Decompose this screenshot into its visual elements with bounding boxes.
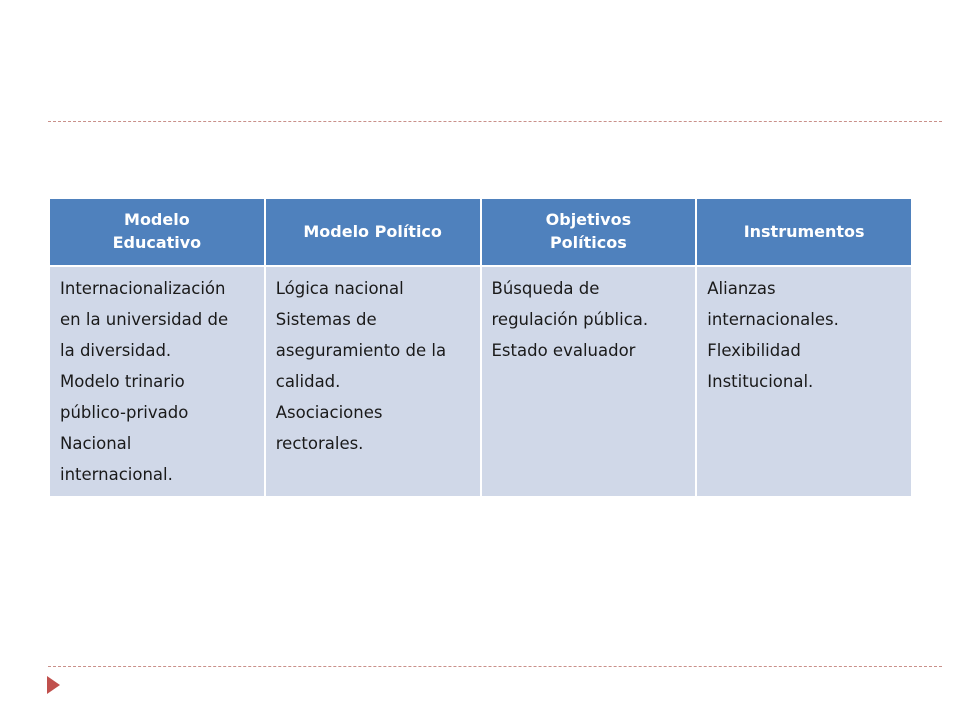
cell-line: calidad. — [275, 372, 341, 391]
cell-line: Internacionalización — [60, 279, 226, 298]
header-objetivos-politicos — [481, 198, 697, 266]
cell-modelo-educativo — [49, 266, 265, 497]
cell-line: en la universidad de — [60, 310, 229, 329]
header-modelo-educativo — [49, 198, 265, 266]
cell-line: Estado evaluador — [491, 341, 636, 360]
cell-line: regulación pública. — [491, 310, 649, 329]
bottom-divider — [48, 666, 942, 667]
header-line: Objetivos — [545, 210, 632, 229]
cell-line: público-privado — [60, 403, 189, 422]
cell-line: Institucional. — [707, 372, 814, 391]
cell-line: Búsqueda de — [491, 279, 600, 298]
cell-line: la diversidad. — [60, 341, 172, 360]
header-line: Modelo Político — [303, 221, 442, 241]
play-arrow-icon — [47, 676, 60, 694]
cell-line: Modelo trinario — [60, 372, 185, 391]
cell-objetivos-politicos — [481, 266, 697, 497]
top-divider — [48, 121, 942, 122]
cell-line: Flexibilidad — [707, 341, 801, 360]
cell-modelo-politico — [265, 266, 481, 497]
header-line: Políticos — [549, 233, 627, 252]
cell-line: internacional. — [60, 465, 173, 484]
header-line: Instrumentos — [743, 221, 865, 241]
cell-line: Asociaciones — [275, 403, 383, 422]
cell-line: Sistemas de — [275, 310, 377, 329]
cell-line: Nacional — [60, 434, 132, 453]
header-line: Educativo — [112, 233, 202, 252]
cell-line: Alianzas — [707, 279, 776, 298]
header-instrumentos — [696, 198, 912, 266]
cell-line: rectorales. — [275, 434, 364, 453]
header-modelo-politico — [265, 198, 481, 266]
content-table — [48, 197, 913, 498]
cell-line: Lógica nacional — [275, 279, 404, 298]
cell-line: aseguramiento de la — [275, 341, 447, 360]
header-row — [49, 198, 912, 266]
header-line: Modelo — [124, 210, 190, 229]
cell-line: internacionales. — [707, 310, 839, 329]
table-row — [49, 266, 912, 497]
cell-instrumentos — [696, 266, 912, 497]
